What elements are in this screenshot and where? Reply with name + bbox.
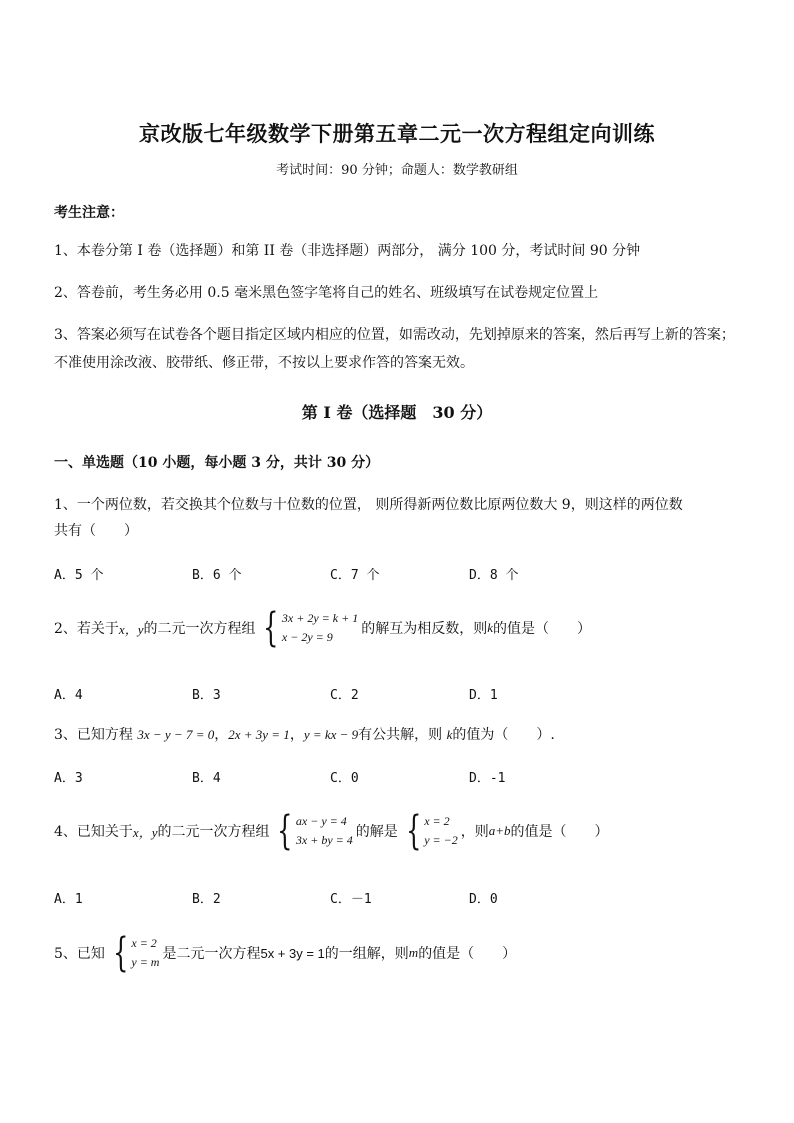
question-3-suffix: 的值为（ ）. bbox=[452, 727, 555, 743]
question-3-option-d: D．-1 bbox=[469, 771, 506, 786]
question-1-option-a: A．5 个 bbox=[54, 568, 104, 583]
question-4-eq-1: ax − y = 4 bbox=[295, 814, 347, 828]
question-5-suffix: 的值是（ ） bbox=[418, 946, 517, 962]
question-1-option-c: C．7 个 bbox=[330, 568, 380, 583]
question-3-option-c: C．0 bbox=[330, 771, 359, 786]
brace-icon: { bbox=[263, 605, 279, 651]
question-4-suffix-a: ，则 bbox=[460, 824, 489, 840]
question-4-equation-system bbox=[272, 808, 353, 854]
question-2-option-c: C．2 bbox=[330, 688, 359, 703]
question-3-sep-2: ， bbox=[289, 727, 304, 743]
question-5-m: m bbox=[408, 945, 419, 960]
question-1-line-2: 共有（ ） bbox=[54, 523, 138, 539]
question-4-prefix: 4、已知关于 bbox=[54, 824, 133, 840]
question-3-eq-1: 3x − y − 7 = 0 bbox=[137, 727, 215, 742]
question-4 bbox=[54, 808, 609, 854]
question-1-line-1: 1、一个两位数，若交换其个位数与十位数的位置， 则所得新两位数比原两位数大 9，则这样的两位数 bbox=[54, 497, 683, 513]
notice-item-2: 2、答卷前，考生务必用 0.5 毫米黑色签字笔将自己的姓名、班级填写在试卷规定位置上 bbox=[54, 285, 599, 301]
question-5-sys-1: x = 2 bbox=[131, 936, 157, 950]
exam-subtitle: 考试时间：90 分钟；命题人：数学教研组 bbox=[276, 163, 518, 178]
question-3-prefix: 3、已知方程 bbox=[54, 727, 138, 743]
question-5 bbox=[54, 930, 517, 976]
question-5-equation: 5x + 3y = 1 bbox=[260, 945, 325, 961]
question-4-option-d: D．0 bbox=[469, 892, 498, 907]
question-2-option-d: D．1 bbox=[469, 688, 498, 703]
part-heading: 一、单选题（10 小题，每小题 3 分，共计 30 分） bbox=[54, 455, 380, 471]
question-4-ab: a+b bbox=[488, 823, 511, 838]
question-2-mid: 的二元一次方程组 bbox=[143, 621, 256, 637]
question-4-solution-system bbox=[401, 808, 458, 854]
question-2-option-a: A．4 bbox=[54, 688, 83, 703]
question-2-vars: x，y bbox=[118, 621, 144, 637]
question-4-option-c: C．－1 bbox=[330, 892, 372, 907]
question-1-option-b: B．6 个 bbox=[192, 568, 242, 583]
section-title: 第 I 卷（选择题 30 分） bbox=[301, 403, 493, 422]
notice-item-1: 1、本卷分第 I 卷（选择题）和第 II 卷（非选择题）两部分， 满分 100 分，考试时间 90 分钟 bbox=[54, 243, 641, 259]
question-3-k: k bbox=[446, 727, 453, 742]
question-2-eq-2: x − 2y = 9 bbox=[281, 630, 333, 644]
question-2-suffix-b: 的值是（ ） bbox=[492, 621, 591, 637]
question-2 bbox=[54, 605, 591, 651]
question-3-mid: 有公共解，则 bbox=[358, 727, 447, 743]
question-5-prefix: 5、已知 bbox=[54, 946, 105, 962]
question-4-sol-1: x = 2 bbox=[424, 814, 450, 828]
question-5-mid: 是二元一次方程 bbox=[162, 946, 261, 962]
brace-icon: { bbox=[113, 930, 129, 976]
question-2-equation-system bbox=[258, 605, 359, 651]
question-4-sol-2: y = −2 bbox=[424, 833, 458, 847]
question-5-sys-2: y = m bbox=[131, 955, 160, 969]
question-3 bbox=[54, 724, 555, 744]
notice-heading: 考生注意： bbox=[54, 205, 124, 221]
question-4-mid: 的二元一次方程组 bbox=[157, 824, 270, 840]
brace-icon: { bbox=[277, 808, 293, 854]
brace-icon: { bbox=[405, 808, 422, 854]
question-1-option-d: D．8 个 bbox=[469, 568, 519, 583]
question-3-eq-2: 2x + 3y = 1 bbox=[228, 727, 290, 742]
question-3-option-a: A．3 bbox=[54, 771, 83, 786]
question-4-option-a: A．1 bbox=[54, 892, 83, 907]
question-2-eq-1: 3x + 2y = k + 1 bbox=[281, 611, 359, 625]
question-2-suffix-a: 的解互为相反数，则 bbox=[361, 621, 488, 637]
question-3-option-b: B．4 bbox=[192, 771, 221, 786]
question-3-eq-3: y = kx − 9 bbox=[303, 727, 359, 742]
question-4-mid2: 的解是 bbox=[355, 824, 398, 840]
question-4-suffix-b: 的值是（ ） bbox=[510, 824, 609, 840]
question-2-prefix: 2、若关于 bbox=[54, 621, 119, 637]
question-5-solution-system bbox=[108, 930, 160, 976]
question-4-eq-2: 3x + by = 4 bbox=[295, 833, 353, 847]
question-5-mid2: 的一组解，则 bbox=[324, 946, 409, 962]
question-4-option-b: B．2 bbox=[192, 892, 221, 907]
question-2-k: k bbox=[487, 620, 493, 635]
question-3-sep-1: ， bbox=[214, 727, 229, 743]
question-2-option-b: B．3 bbox=[192, 688, 221, 703]
question-4-vars: x，y bbox=[132, 824, 158, 840]
notice-item-3: 3、答案必须写在试卷各个题目指定区域内相应的位置，如需改动，先划掉原来的答案，然后再写上新的答案；不准使用涂改液、胶带纸、修正带，不按以上要求作答的答案无效。 bbox=[54, 327, 735, 371]
page-title: 京改版七年级数学下册第五章二元一次方程组定向训练 bbox=[139, 121, 655, 146]
